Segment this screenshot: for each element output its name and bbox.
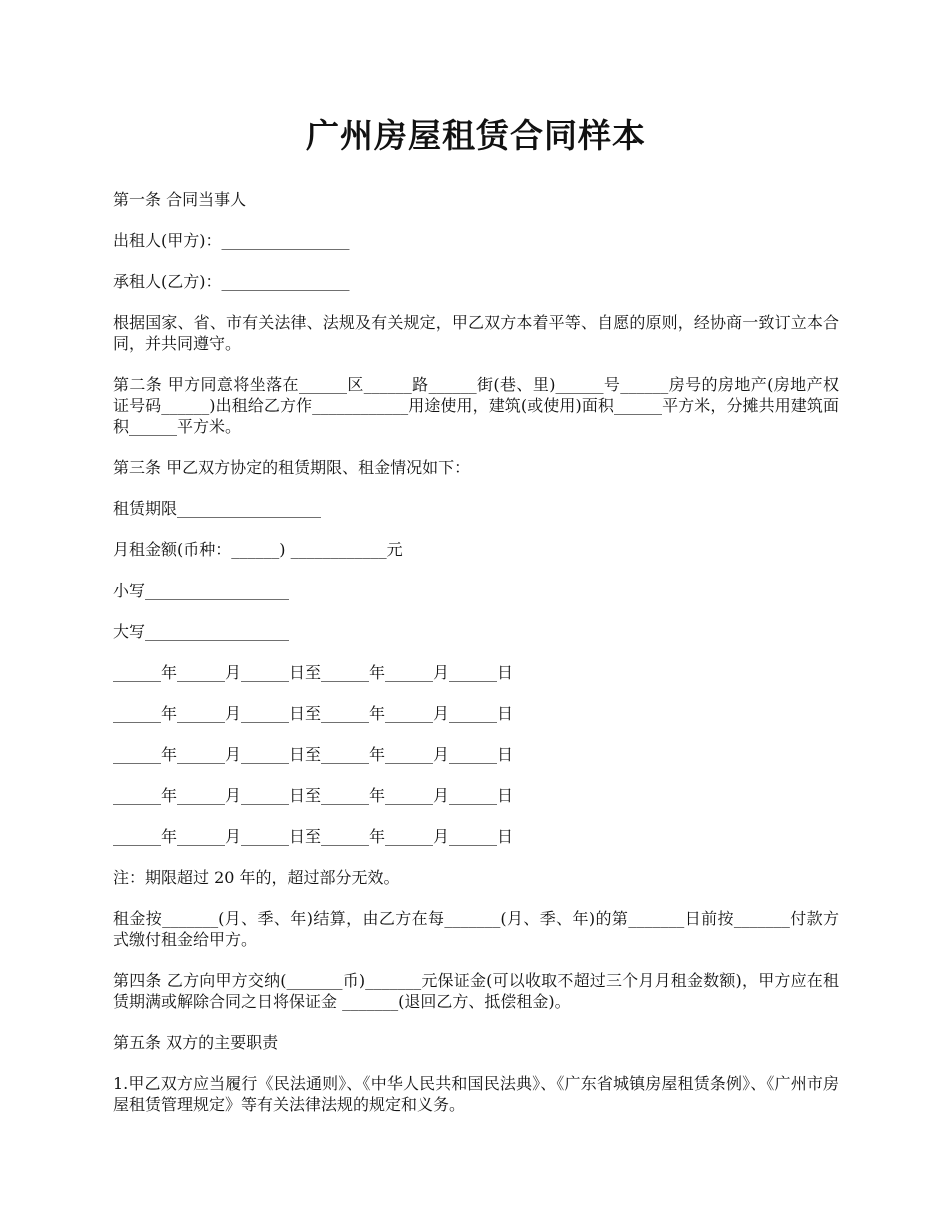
rent-settlement-paragraph: 租金按_______(月、季、年)结算，由乙方在每_______(月、季、年)的第_______日前按_______付款方式缴付租金给甲方。 [113,909,839,949]
monthly-rent-line: 月租金额(币种：______) ____________元 [113,540,403,559]
lessee-line: 承租人(乙方)：________________ [113,272,350,291]
term-limit-note: 注：期限超过 20 年的，超过部分无效。 [113,868,400,887]
article-1-heading: 第一条 合同当事人 [113,190,247,209]
lessor-line: 出租人(甲方)：________________ [113,231,350,250]
date-range-line: ______年______月______日至______年______月______日 [113,745,514,764]
article-2-paragraph: 第二条 甲方同意将坐落在______区______路______街(巷、里)______号______房号的房地产(房地产权证号码______)出租给乙方作____________用途使用，建筑(或使用)面积______平方米，分摊共用建筑面积______平方米。 [113,375,839,436]
document-title: 广州房屋租赁合同样本 [306,116,646,155]
article-3-heading: 第三条 甲乙双方协定的租赁期限、租金情况如下： [113,458,471,477]
date-range-line: ______年______月______日至______年______月______日 [113,704,514,723]
preamble-paragraph: 根据国家、省、市有关法律、法规及有关规定，甲乙双方本着平等、自愿的原则，经协商一致订立本合同，并共同遵守。 [113,313,839,353]
article-5-heading: 第五条 双方的主要职责 [113,1033,279,1052]
lease-term-line: 租赁期限__________________ [113,499,322,518]
article-4-paragraph: 第四条 乙方向甲方交纳(_______币)_______元保证金(可以收取不超过三个月月租金数额)，甲方应在租赁期满或解除合同之日将保证金 _______(退回乙方、抵偿租金)。 [113,971,839,1011]
date-range-line: ______年______月______日至______年______月______日 [113,663,514,682]
amount-uppercase-line: 大写__________________ [113,622,290,641]
date-range-line: ______年______月______日至______年______月______日 [113,786,514,805]
document-page [113,112,839,1135]
duty-clause-1: 1.甲乙双方应当履行《民法通则》、《中华人民共和国民法典》、《广东省城镇房屋租赁条例》、《广州市房屋租赁管理规定》等有关法律法规的规定和义务。 [113,1074,839,1114]
date-range-line: ______年______月______日至______年______月______日 [113,827,514,846]
amount-lowercase-line: 小写__________________ [113,581,290,600]
